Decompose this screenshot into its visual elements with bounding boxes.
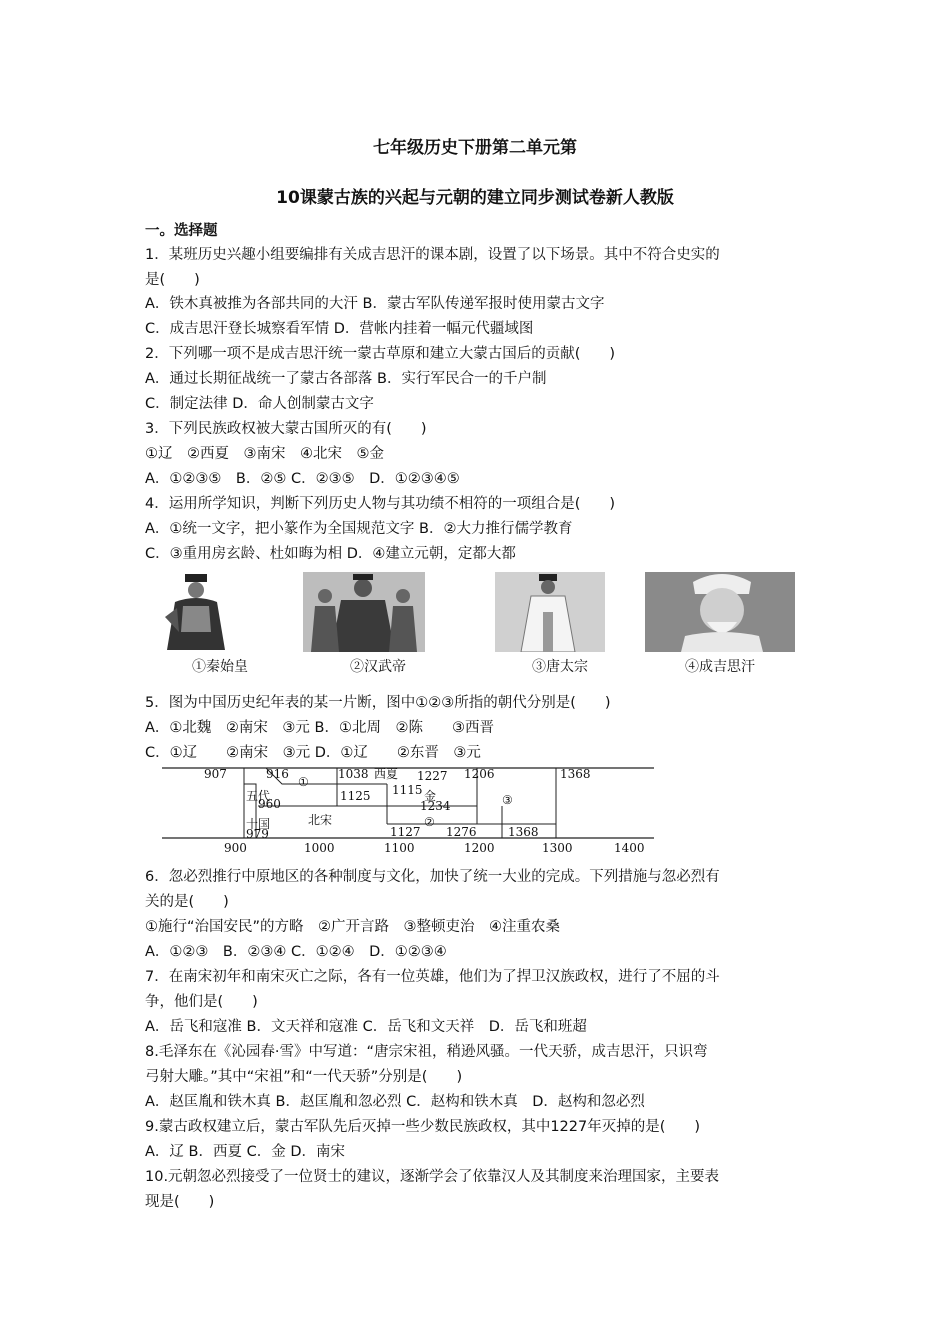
tl-axis-label: 900 (224, 841, 247, 855)
tl-axis-label: 1000 (304, 841, 335, 855)
portrait-han-wudi (303, 572, 453, 677)
q3-items: ①辽 ②西夏 ③南宋 ④北宋 ⑤金 (145, 446, 384, 462)
tl-label: 金 (424, 789, 437, 803)
q1-options-ab: A．铁木真被推为各部共同的大汗 B．蒙古军队传递军报时使用蒙古文字 (145, 296, 605, 312)
q6-items: ①施行“治国安民”的方略 ②广开言路 ③整顿吏治 ④注重农桑 (145, 919, 561, 935)
portrait-caption: ③唐太宗 (532, 659, 588, 675)
tl-axis-label: 1100 (384, 841, 415, 855)
q7-options: A．岳飞和寇准 B．文天祥和寇准 C．岳飞和文天祥 D．岳飞和班超 (145, 1019, 587, 1035)
tl-label: 1234 (420, 799, 451, 813)
q7-stem-1: 7．在南宋初年和南宋灭亡之际，各有一位英雄，他们为了捍卫汉族政权，进行了不屈的斗 (145, 969, 720, 985)
q4-stem: 4．运用所学知识，判断下列历史人物与其功绩不相符的一项组合是( ) (145, 496, 616, 512)
q5-options-ab: A．①北魏 ②南宋 ③元 B．①北周 ②陈 ③西晋 (145, 720, 494, 736)
tl-label: 1368 (560, 767, 591, 781)
q9-stem: 9.蒙古政权建立后，蒙古军队先后灭掉一些少数民族政权，其中1227年灭掉的是( ) (145, 1119, 701, 1135)
q1-stem-2: 是( ) (145, 272, 200, 288)
q4-options-cd: C．③重用房玄龄、杜如晦为相 D．④建立元朝，定都大都 (145, 546, 516, 562)
tl-label: 1127 (390, 825, 421, 839)
q6-stem-1: 6．忽必烈推行中原地区的各种制度与文化，加快了统一大业的完成。下列措施与忽必烈有 (145, 869, 720, 885)
portrait-caption: ①秦始皇 (192, 659, 248, 675)
q2-options-cd: C．制定法律 D．命人创制蒙古文字 (145, 396, 374, 412)
portrait-row (145, 572, 805, 677)
section-heading: 一。选择题 (145, 223, 218, 239)
q6-stem-2: 关的是( ) (145, 894, 229, 910)
portrait-caption: ④成吉思汗 (685, 659, 755, 675)
tang-taizong-portrait-icon (485, 572, 635, 652)
portrait-caption: ②汉武帝 (350, 659, 406, 675)
tl-label: 西夏 (374, 767, 399, 781)
tl-label: 907 (204, 767, 227, 781)
q7-stem-2: 争，他们是( ) (145, 994, 258, 1010)
q1-stem-1: 1．某班历史兴趣小组要编排有关成吉思汗的课本剧，设置了以下场景。其中不符合史实的 (145, 247, 720, 263)
doc-title-line1: 七年级历史下册第二单元第 (373, 138, 577, 158)
q10-stem-1: 10.元朝忽必烈接受了一位贤士的建议，逐渐学会了依靠汉人及其制度来治理国家，主要表 (145, 1169, 720, 1185)
q5-stem: 5．图为中国历史纪年表的某一片断，图中①②③所指的朝代分别是( ) (145, 695, 611, 711)
tl-marker: ③ (502, 793, 513, 807)
tl-marker: ② (424, 815, 435, 829)
tl-label: 1115 (392, 783, 423, 797)
q6-options: A．①②③ B．②③④ C．①②④ D．①②③④ (145, 944, 447, 960)
q2-stem: 2．下列哪一项不是成吉思汗统一蒙古草原和建立大蒙古国后的贡献( ) (145, 346, 616, 362)
tl-label: 1276 (446, 825, 477, 839)
tl-label: 960 (258, 797, 281, 811)
tl-label: 1125 (340, 789, 371, 803)
doc-title-line2: 10课蒙古族的兴起与元朝的建立同步测试卷新人教版 (276, 188, 674, 208)
tl-label: 979 (246, 827, 269, 841)
tl-axis-label: 1400 (614, 841, 645, 855)
tl-label: 五代 (246, 789, 271, 803)
q8-stem-1: 8.毛泽东在《沁园春·雪》中写道：“唐宗宋祖，稍逊风骚。一代天骄，成吉思汗，只识弯 (145, 1044, 708, 1060)
han-wudi-portrait-icon (303, 572, 453, 652)
tl-marker: ① (298, 775, 309, 789)
q10-stem-2: 现是( ) (145, 1194, 215, 1210)
q8-stem-2: 弓射大雕。”其中“宋祖”和“一代天骄”分别是( ) (145, 1069, 463, 1085)
tl-label: 十国 (246, 817, 271, 831)
tl-label: 北宋 (308, 813, 333, 827)
tl-label: 1038 (338, 767, 369, 781)
tl-label: 1368 (508, 825, 539, 839)
genghis-khan-portrait-icon (645, 572, 795, 652)
tl-label: 1227 (417, 769, 448, 783)
q9-options: A．辽 B．西夏 C．金 D．南宋 (145, 1144, 345, 1160)
tl-label: 916 (266, 767, 289, 781)
q2-options-ab: A．通过长期征战统一了蒙古各部落 B．实行军民合一的千户制 (145, 371, 547, 387)
q8-options: A．赵匡胤和铁木真 B．赵匡胤和忽必烈 C．赵构和铁木真 D．赵构和忽必烈 (145, 1094, 645, 1110)
tl-axis-label: 1300 (542, 841, 573, 855)
q5-options-cd: C．①辽 ②南宋 ③元 D．①辽 ②东晋 ③元 (145, 745, 481, 761)
portrait-tang-taizong (485, 572, 635, 677)
q1-options-cd: C．成吉思汗登长城察看军情 D．营帐内挂着一幅元代疆域图 (145, 321, 534, 337)
tl-label: 1206 (464, 767, 495, 781)
q3-options: A．①②③⑤ B．②⑤ C．②③⑤ D．①②③④⑤ (145, 471, 460, 487)
qin-shihuang-portrait-icon (145, 572, 295, 652)
q4-options-ab: A．①统一文字，把小篆作为全国规范文字 B．②大力推行儒学教育 (145, 521, 573, 537)
portrait-qin-shihuang (145, 572, 295, 677)
portrait-genghis-khan (645, 572, 795, 677)
tl-axis-label: 1200 (464, 841, 495, 855)
dynasty-timeline-chart (162, 764, 662, 856)
q3-stem: 3．下列民族政权被大蒙古国所灭的有( ) (145, 421, 427, 437)
